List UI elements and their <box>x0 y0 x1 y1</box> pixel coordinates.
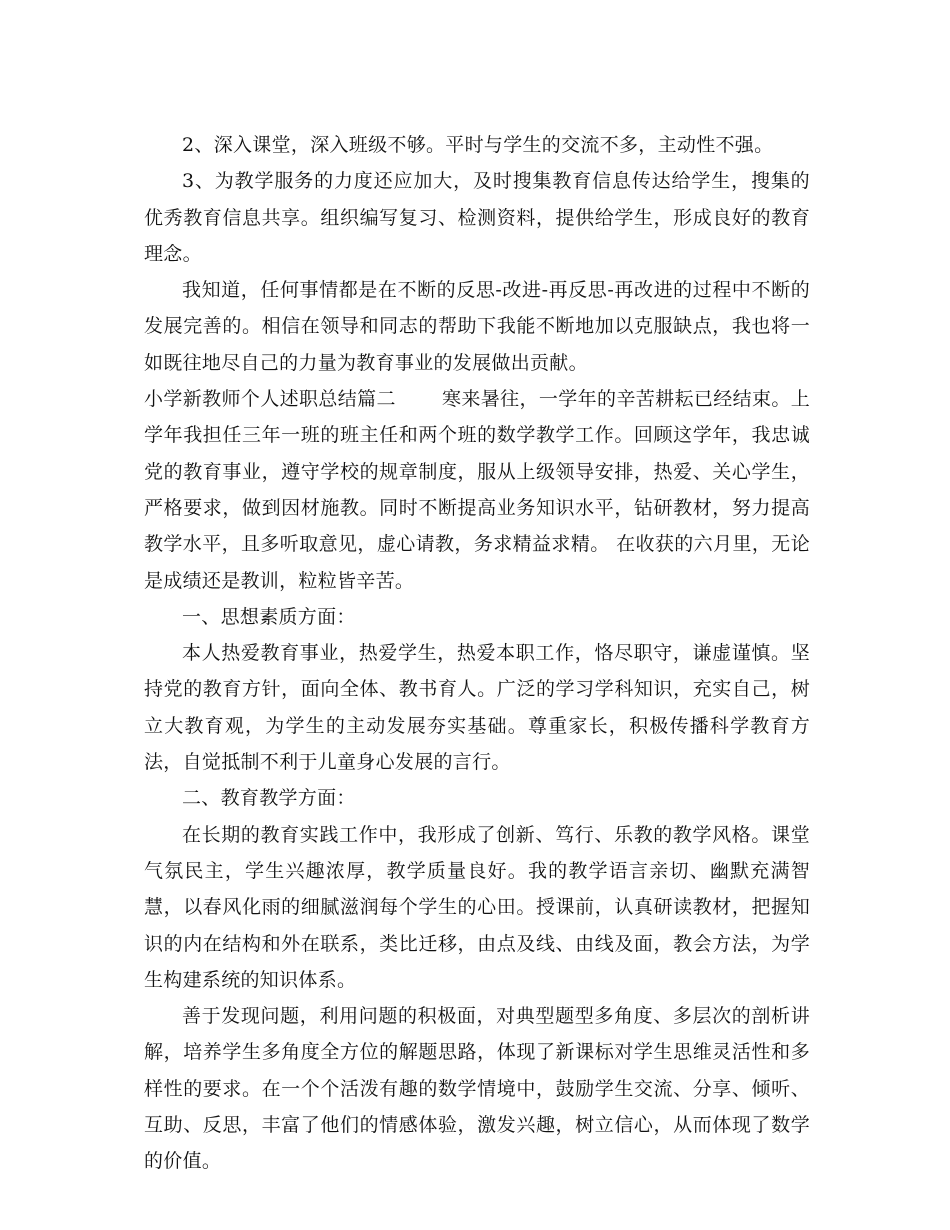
subheading-teaching: 二、教育教学方面： <box>182 787 356 810</box>
subheading-ideology: 一、思想素质方面： <box>182 605 356 628</box>
paragraph-section-two <box>144 381 810 599</box>
section-intro-text: 寒来暑往，一学年的辛苦耕耘已经结束。上学年我担任三年一班的班主任和两个班的数学教学工作。回顾这学年，我忠诚党的教育事业，遵守学校的规章制度，服从上级领导安排，热爱、关心学生，严格要求，做到因材施教。同时不断提高业务知识水平，钻研教材，努力提高教学水平，且多听取意见，虚心请教，务求精益求精。 在收获的六月里，无论是成绩还是教训，粒粒皆辛苦。 <box>144 388 810 592</box>
document-body <box>144 127 810 1180</box>
paragraph-teaching-style: 在长期的教育实践工作中，我形成了创新、笃行、乐教的教学风格。课堂气氛民主，学生兴趣浓厚，教学质量良好。我的教学语言亲切、幽默充满智慧，以春风化雨的细腻滋润每个学生的心田。授课前，认真研读教材，把握知识的内在结构和外在联系，类比迁移，由点及线、由线及面，教会方法，为学生构建系统的知识体系。 <box>144 823 810 991</box>
paragraph-deficiency-3: 3、为教学服务的力度还应加大，及时搜集教育信息传达给学生，搜集的优秀教育信息共享。组织编写复习、检测资料，提供给学生，形成良好的教育理念。 <box>144 170 810 265</box>
paragraph-deficiency-2: 2、深入课堂，深入班级不够。平时与学生的交流不多，主动性不强。 <box>182 134 774 156</box>
paragraph-problem-solving: 善于发现问题，利用问题的积极面，对典型题型多角度、多层次的剖析讲解，培养学生多角度全方位的解题思路，体现了新课标对学生思维灵活性和多样性的要求。在一个个活泼有趣的数学情境中，鼓励学生交流、分享、倾听、互助、反思，丰富了他们的情感体验，激发兴趣，树立信心，从而体现了数学的价值。 <box>144 1005 810 1173</box>
paragraph-reflection: 我知道，任何事情都是在不断的反思-改进-再反思-再改进的过程中不断的发展完善的。相信在领导和同志的帮助下我能不断地加以克服缺点，我也将一如既往地尽自己的力量为教育事业的发展做出贡献。 <box>144 279 810 374</box>
paragraph-ideology: 本人热爱教育事业，热爱学生，热爱本职工作，恪尽职守，谦虚谨慎。坚持党的教育方针，面向全体、教书育人。广泛的学习学科知识，充实自己，树立大教育观，为学生的主动发展夯实基础。尊重家长，积极传播科学教育方法，自觉抵制不利于儿童身心发展的言行。 <box>144 642 810 774</box>
section-heading: 小学新教师个人述职总结篇二 <box>144 388 396 411</box>
